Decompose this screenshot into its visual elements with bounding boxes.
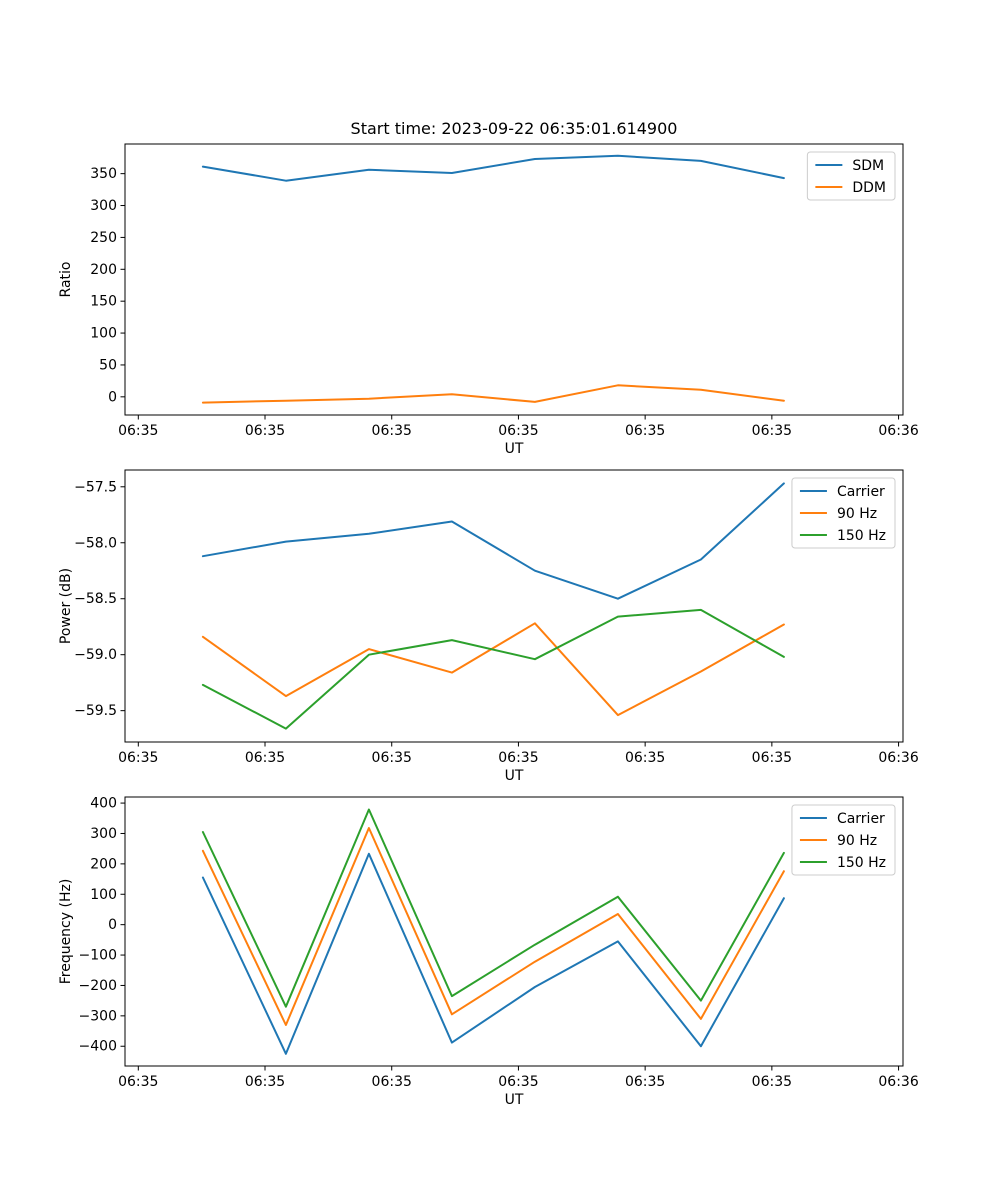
y-tick-label: 0: [108, 389, 117, 406]
x-tick-label: 06:35: [624, 750, 666, 766]
series-line-ddm: [203, 385, 784, 402]
legend-item-label: Carrier: [836, 484, 885, 500]
y-tick-label: −200: [78, 977, 117, 994]
legend: [792, 478, 895, 548]
legend: [792, 805, 895, 875]
x-tick-label: 06:35: [371, 750, 412, 766]
plot-ratio: [90, 144, 919, 439]
x-tick-label: 06:35: [624, 1074, 666, 1090]
y-tick-label: −100: [78, 947, 117, 964]
series-line-sdm: [203, 156, 784, 181]
legend-item-label: 150 Hz: [836, 855, 886, 871]
x-tick-label: 06:35: [751, 423, 793, 439]
x-tick-label: 06:35: [751, 750, 793, 766]
y-tick-label: −57.5: [74, 479, 117, 496]
series-line-150-hz: [203, 810, 784, 1007]
x-tick-label: 06:36: [878, 750, 919, 766]
y-tick-label: 50: [99, 357, 117, 374]
x-tick-label: 06:35: [118, 750, 159, 766]
x-tick-label: 06:35: [498, 1074, 539, 1090]
y-tick-label: 200: [90, 856, 117, 873]
x-tick-label: 06:35: [244, 1074, 286, 1090]
legend-item-label: DDM: [852, 180, 886, 196]
plot-power: [74, 470, 919, 766]
y-tick-label: 350: [90, 166, 117, 183]
y-tick-label: 250: [90, 229, 117, 246]
x-tick-label: 06:35: [244, 423, 286, 439]
x-tick-label: 06:35: [624, 423, 666, 439]
y-tick-label: −300: [78, 1008, 117, 1025]
x-tick-label: 06:35: [244, 750, 286, 766]
y-axis-label-ratio: Ratio: [58, 261, 74, 298]
x-tick-label: 06:35: [118, 423, 159, 439]
y-tick-label: 300: [90, 198, 117, 215]
x-axis-label-ut-1: UT: [504, 441, 524, 457]
x-tick-label: 06:35: [498, 423, 539, 439]
legend-item-label: Carrier: [836, 811, 885, 827]
x-tick-label: 06:36: [878, 423, 919, 439]
y-tick-label: −59.5: [74, 703, 117, 720]
x-tick-label: 06:35: [371, 1074, 412, 1090]
series-line-carrier: [203, 483, 784, 598]
x-tick-label: 06:35: [371, 423, 412, 439]
y-tick-label: −58.5: [74, 591, 117, 608]
series-line-carrier: [203, 854, 784, 1054]
series-line-150-hz: [203, 610, 784, 729]
y-tick-label: −58.0: [74, 535, 117, 552]
series-line-90-hz: [203, 623, 784, 715]
legend-item-label: 90 Hz: [836, 506, 878, 522]
legend-item-label: 150 Hz: [836, 528, 886, 544]
y-tick-label: −59.0: [74, 647, 117, 664]
plot-border: [125, 470, 903, 742]
y-tick-label: 0: [108, 917, 117, 934]
x-tick-label: 06:35: [751, 1074, 793, 1090]
y-tick-label: 150: [90, 293, 117, 310]
x-tick-label: 06:36: [878, 1074, 919, 1090]
plot-border: [125, 144, 903, 415]
y-tick-label: 100: [90, 325, 117, 342]
x-axis-label-ut-2: UT: [504, 768, 524, 784]
y-tick-label: 100: [90, 886, 117, 903]
x-tick-label: 06:35: [498, 750, 539, 766]
x-axis-label-ut-3: UT: [504, 1092, 524, 1108]
y-tick-label: 300: [90, 825, 117, 842]
chart-title: Start time: 2023-09-22 06:35:01.614900: [350, 119, 678, 138]
legend-item-label: 90 Hz: [836, 833, 878, 849]
y-tick-label: 200: [90, 261, 117, 278]
x-tick-label: 06:35: [118, 1074, 159, 1090]
y-tick-label: 400: [90, 795, 117, 812]
legend-item-label: SDM: [852, 158, 885, 174]
y-tick-label: −400: [78, 1038, 117, 1055]
plot-frequency: [79, 796, 919, 1090]
y-axis-label-power: Power (dB): [58, 567, 74, 645]
legend: [807, 152, 895, 200]
y-axis-label-frequency: Frequency (Hz): [58, 878, 74, 985]
